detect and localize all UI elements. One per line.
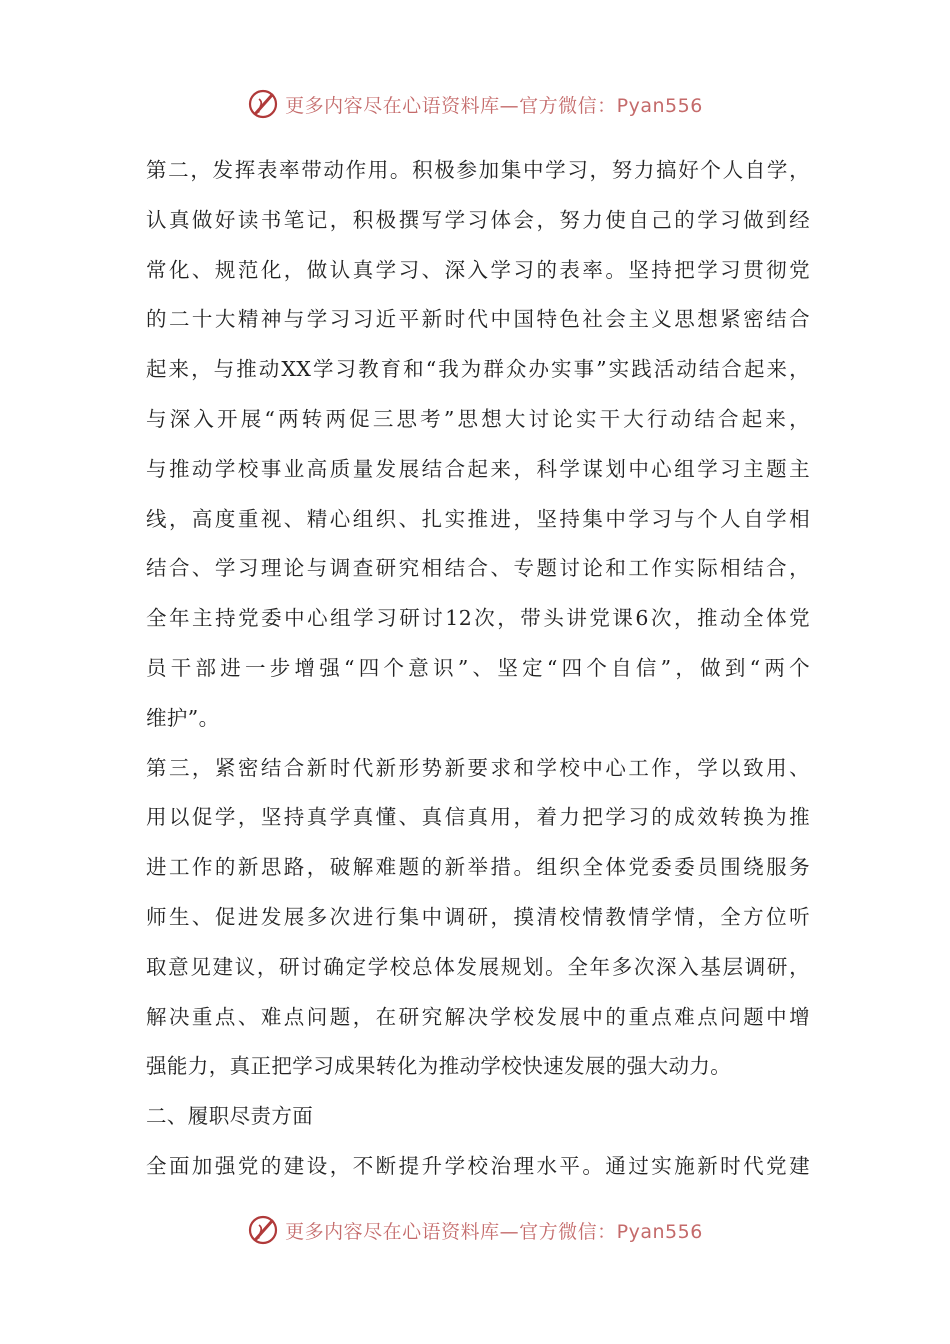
paragraph-line: 第三，紧密结合新时代新形势新要求和学校中心工作，学以致用、 — [146, 755, 810, 780]
paragraph-line: 第二，发挥表率带动作用。积极参加集中学习，努力搞好个人自学， — [146, 158, 810, 182]
paragraph-line: 员干部进一步增强“四个意识”、坚定“四个自信”，做到“两个 — [146, 655, 810, 680]
paragraph-line: 与深入开展“两转两促三思考”思想大讨论实干大行动结合起来， — [146, 406, 810, 431]
paragraph-line: 进工作的新思路，破解难题的新举措。组织全体党委委员围绕服务 — [146, 855, 810, 880]
paragraph-line: 起来，与推动XX学习教育和“我为群众办实事”实践活动结合起来， — [146, 357, 810, 382]
watermark-text-bottom: 更多内容尽在心语资料库—官方微信：Pyan556 — [285, 1220, 703, 1243]
paragraph-line: 用以促学，坚持真学真懂、真信真用，着力把学习的成效转换为推 — [146, 805, 810, 830]
paragraph-line: 认真做好读书笔记，积极撰写学习体会，努力使自己的学习做到经 — [146, 207, 810, 232]
paragraph-line: 师生、促进发展多次进行集中调研，摸清校情教情学情，全方位听 — [146, 904, 810, 929]
pen-logo-icon — [247, 87, 281, 121]
paragraph-line: 线，高度重视、精心组织、扎实推进，坚持集中学习与个人自学相 — [146, 506, 810, 531]
section-heading: 二、履职尽责方面 — [146, 1104, 314, 1129]
paragraph-line: 维护”。 — [146, 705, 220, 730]
watermark-banner-top — [0, 84, 950, 124]
pen-logo-icon — [247, 1213, 281, 1247]
paragraph-line: 结合、学习理论与调查研究相结合、专题讨论和工作实际相结合， — [146, 556, 810, 581]
document-body — [146, 146, 810, 1192]
paragraph-line: 强能力，真正把学习成果转化为推动学校快速发展的强大动力。 — [146, 1054, 732, 1079]
paragraph-line: 的二十大精神与学习习近平新时代中国特色社会主义思想紧密结合 — [146, 307, 810, 332]
paragraph-line: 全面加强党的建设，不断提升学校治理水平。通过实施新时代党建 — [146, 1153, 810, 1178]
watermark-text-top: 更多内容尽在心语资料库—官方微信：Pyan556 — [285, 94, 703, 117]
paragraph-line: 全年主持党委中心组学习研讨12次，带头讲党课6次，推动全体党 — [146, 606, 810, 631]
paragraph-line: 常化、规范化，做认真学习、深入学习的表率。坚持把学习贯彻党 — [146, 257, 810, 282]
paragraph-line: 与推动学校事业高质量发展结合起来，科学谋划中心组学习主题主 — [146, 456, 810, 481]
paragraph-line: 解决重点、难点问题，在研究解决学校发展中的重点难点问题中增 — [146, 1004, 810, 1029]
paragraph-line: 取意见建议，研讨确定学校总体发展规划。全年多次深入基层调研， — [146, 954, 810, 979]
watermark-banner-bottom — [0, 1210, 950, 1250]
